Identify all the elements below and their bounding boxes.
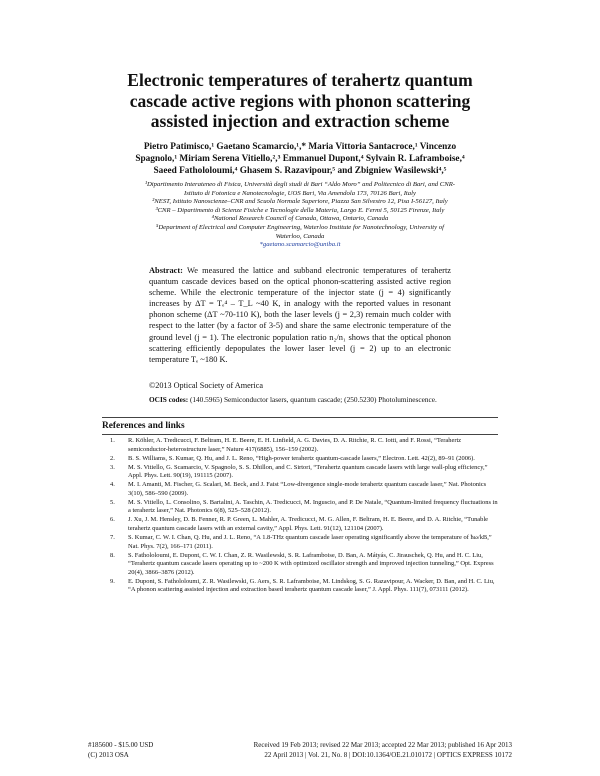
ocis-text: (140.5965) Semiconductor lasers, quantum cascade; (250.5230) Photoluminescence. xyxy=(189,395,437,404)
ocis-codes xyxy=(149,395,451,404)
reference-item xyxy=(102,464,498,481)
title-line: Electronic temperatures of terahertz quantum xyxy=(127,70,473,90)
affiliations xyxy=(118,181,482,250)
reference-text: M. S. Vitiello, G. Scamarcio, V. Spagnolo, S. S. Dhillon, and C. Sirtori, “Terahertz quantum cascade lasers with large wall-plug efficiency,” Appl. Phys. Lett. 90(19), 191115 (2007). xyxy=(128,463,488,480)
reference-item xyxy=(102,499,498,516)
affiliation-line: ⁴National Research Council of Canada, Ottawa, Ontario, Canada xyxy=(211,215,389,223)
author-line: Saeed Fathololoumi,⁴ Ghasem S. Razavipour,⁵ and Zbigniew Wasilewski⁴,⁵ xyxy=(153,166,447,176)
divider xyxy=(102,434,498,435)
reference-number: 3. xyxy=(110,463,115,471)
affiliation-line: ³CNR – Dipartimento di Scienze Fisiche e Tecnologie della Materia, Largo E. Fermi 5, 50125 Firenze, Italy xyxy=(155,206,445,214)
reference-item xyxy=(102,534,498,551)
reference-text: J. Xu, J. M. Hensley, D. B. Fenner, R. P. Green, L. Mahler, A. Tredicucci, M. G. Allen, F. Beltram, H. E. Beere, and D. A. Ritchie, “Tunable terahertz quantum cascade lasers with an external cavity,” Appl. Phys. Lett. 91(12), 121104 (2007). xyxy=(128,516,489,532)
reference-item xyxy=(102,437,498,454)
title-line: assisted injection and extraction scheme xyxy=(150,111,450,131)
footer-line: 22 April 2013 | Vol. 21, No. 8 | DOI:10.1364/OE.21.010172 | OPTICS EXPRESS 10172 xyxy=(264,750,512,759)
reference-text: B. S. Williams, S. Kumar, Q. Hu, and J. L. Reno, “High-power terahertz quantum-cascade lasers,” Electron. Lett. 42(2), 89–91 (2006). xyxy=(128,454,475,462)
reference-item xyxy=(102,578,498,595)
paper-title xyxy=(80,70,520,132)
footer-line: (C) 2013 OSA xyxy=(88,750,129,759)
divider xyxy=(102,417,498,418)
abstract xyxy=(149,265,451,365)
reference-text: M. S. Vitiello, L. Consolino, S. Bartalini, A. Taschin, A. Tredicucci, M. Inguscio, and P. De Natale, “Quantum-limited frequency fluctuations in a terahertz laser,” Nat. Photonics 6(8), 525–528 (2012). xyxy=(128,498,498,515)
references-heading: References and links xyxy=(102,421,185,431)
copyright-notice: ©2013 Optical Society of America xyxy=(149,381,263,390)
reference-number: 1. xyxy=(110,437,115,444)
ocis-label: OCIS codes: xyxy=(149,395,189,404)
reference-item xyxy=(102,481,498,498)
reference-text: R. Köhler, A. Tredicucci, F. Beltram, H. E. Beere, E. H. Linfield, A. G. Davies, D. A. Ritchie, R. C. Iotti, and F. Rossi, “Terahertz semiconductor-heterostructure laser,” Nature 417(6885), 156–159 (2002). xyxy=(128,437,462,453)
affiliation-line: Istituto di Fotonica e Nanotecnologie, UOS Bari, Via Amendola 173, 70126 Bari, Italy xyxy=(184,189,416,197)
reference-number: 4. xyxy=(110,481,115,489)
author-line: Spagnolo,¹ Miriam Serena Vitiello,²,³ Emmanuel Dupont,⁴ Sylvain R. Laframboise,⁴ xyxy=(135,154,465,164)
reference-item xyxy=(102,516,498,533)
reference-number: 5. xyxy=(110,498,115,506)
author-list xyxy=(110,141,490,177)
reference-item xyxy=(102,455,498,464)
reference-text: S. Kumar, C. W. I. Chan, Q. Hu, and J. L. Reno, “A 1.8-THz quantum cascade laser operating significantly above the temperature of ħω/kB,” Nat. Phys. 7(2), 166–171 (2011). xyxy=(128,534,492,550)
abstract-label: Abstract: xyxy=(149,266,183,275)
reference-number: 7. xyxy=(110,534,115,542)
corresponding-email[interactable]: *gaetano.scamarcio@uniba.it xyxy=(259,241,341,249)
affiliation-line: Waterloo, Canada xyxy=(275,232,325,240)
affiliation-line: ¹Dipartimento Interateneo di Fisica, Università degli studi di Bari “Aldo Moro” and Politecnico di Bari, and CNR- xyxy=(144,181,456,188)
reference-text: E. Dupont, S. Fathololoumi, Z. R. Wasilewski, G. Aers, S. R. Laframboise, M. Lindskog, S. G. Razavipour, A. Wacker, D. Ban, and H. C. Liu, “A phonon scattering assisted injection and extraction based terahertz quantum cascade laser,” J. Appl. Phys. 111(7), 073111 (2012). xyxy=(128,577,495,594)
author-line: Pietro Patimisco,¹ Gaetano Scamarcio,¹,* Maria Vittoria Santacroce,¹ Vincenzo xyxy=(143,142,457,152)
reference-number: 6. xyxy=(110,516,115,524)
footer-right xyxy=(172,741,512,760)
reference-number: 9. xyxy=(110,577,115,585)
footer-left xyxy=(88,741,153,760)
affiliation-line: ²NEST, Istituto Nanoscienze–CNR and Scuola Normale Superiore, Piazza San Silvestro 12, Pisa I-56127, Italy xyxy=(152,198,448,206)
footer-line: Received 19 Feb 2013; revised 22 Mar 2013; accepted 22 Mar 2013; published 16 Apr 2013 xyxy=(253,741,512,749)
abstract-text: We measured the lattice and subband electronic temperatures of terahertz quantum cascade devices based on the optical phonon-scattering assisted active region scheme. While the electronic temperature of the injector state (j = 4) significantly increases by ΔT = Tₑ⁴ – T_L ~40 K, in analogy with the reported values in resonant phonon scheme (ΔT ~70-110 K), both the laser levels (j = 2,3) remain much colder with respect to the latter (by a factor of 3-5) and share the same electronic temperature of the ground level (j = 1). The electronic population ratio n₂/n₁ shows that the optical phonon scattering efficiently depopulates the lower laser level (j = 2) up to an electronic temperature Tₑ ~180 K. xyxy=(149,266,451,364)
reference-text: S. Fathololoumi, E. Dupont, C. W. I. Chan, Z. R. Wasilewski, S. R. Laframboise, D. Ban, A. Mátyás, C. Jirauschek, Q. Hu, and H. C. Liu, “Terahertz quantum cascade lasers operating up to ~200 K with optimized oscillator strength and improved injection tunneling,” Opt. Express 20(4), 3866–3876 (2012). xyxy=(128,551,494,576)
reference-text: M. I. Amanti, M. Fischer, G. Scalari, M. Beck, and J. Faist “Low-divergence single-mode terahertz quantum cascade laser,” Nat. Photonics 3(10), 586–590 (2009). xyxy=(128,481,487,497)
reference-list xyxy=(102,437,498,595)
title-line: cascade active regions with phonon scattering xyxy=(129,90,471,111)
affiliation-line: ⁵Department of Electrical and Computer Engineering, Waterloo Institute for Nanotechnology, University of xyxy=(156,223,444,231)
reference-item xyxy=(102,552,498,578)
reference-number: 8. xyxy=(110,551,115,559)
reference-number: 2. xyxy=(110,454,115,462)
footer-line: #185600 - $15.00 USD xyxy=(88,741,154,749)
